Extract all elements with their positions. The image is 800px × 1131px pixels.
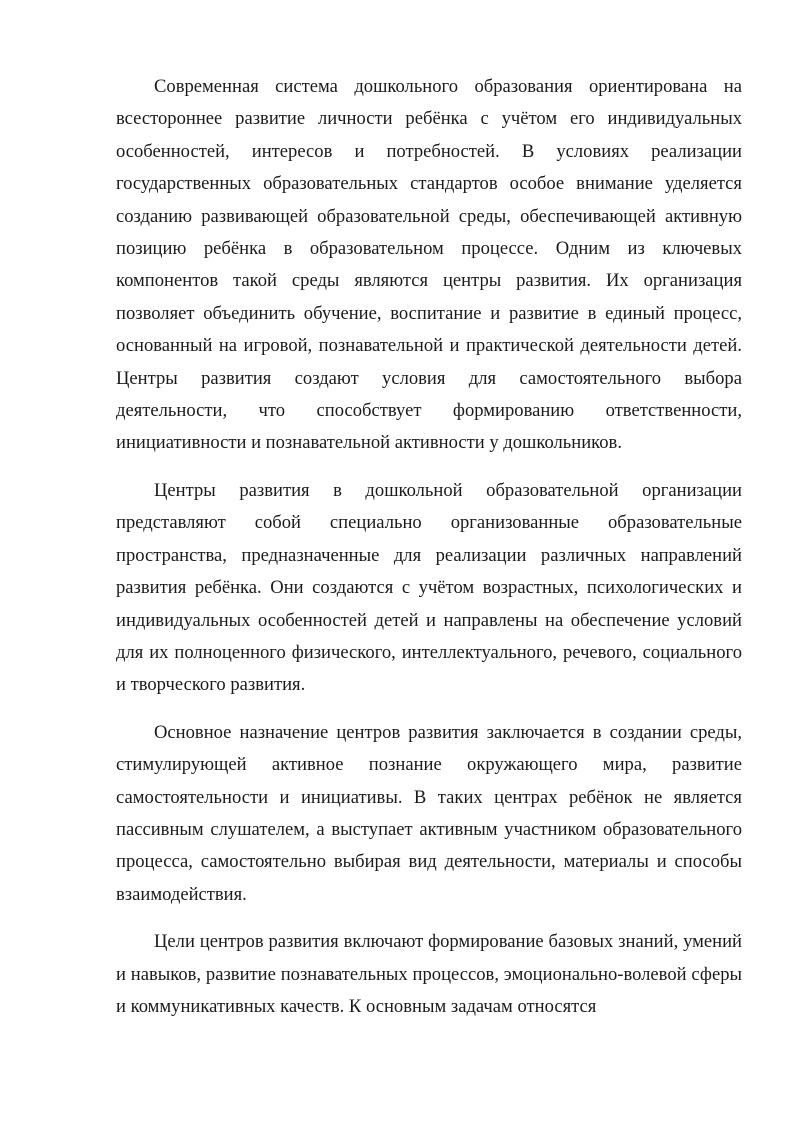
paragraph: Цели центров развития включают формирование базовых знаний, умений и навыков, развитие познавательных процессов, эмоционально-волевой сферы и коммуникативных качеств. К основным задачам относятся bbox=[116, 931, 742, 1017]
document-body bbox=[116, 71, 742, 1038]
paragraph: Современная система дошкольного образования ориентирована на всестороннее развитие личности ребёнка с учётом его индивидуальных особенностей, интересов и потребностей. В условиях реализации государственных образовательных стандартов особое внимание уделяется созданию развивающей образовательной среды, обеспечивающей активную позицию ребёнка в образовательном процессе. Одним из ключевых компонентов такой среды являются центры развития. Их организация позволяет объединить обучение, воспитание и развитие в единый процесс, основанный на игровой, познавательной и практической деятельности детей. Центры развития создают условия для самостоятельного выбора деятельности, что способствует формированию ответственности, инициативности и познавательной активности у дошкольников. bbox=[116, 76, 742, 454]
paragraph: Основное назначение центров развития заключается в создании среды, стимулирующей активное познание окружающего мира, развитие самостоятельности и инициативы. В таких центрах ребёнок не является пассивным слушателем, а выступает активным участником образовательного процесса, самостоятельно выбирая вид деятельности, материалы и способы взаимодействия. bbox=[116, 721, 742, 905]
paragraph: Центры развития в дошкольной образовательной организации представляют собой специально организованные образовательные пространства, предназначенные для реализации различных направлений развития ребёнка. Они создаются с учётом возрастных, психологических и индивидуальных особенностей детей и направлены на обеспечение условий для их полноценного физического, интеллектуального, речевого, социального и творческого развития. bbox=[116, 479, 742, 696]
